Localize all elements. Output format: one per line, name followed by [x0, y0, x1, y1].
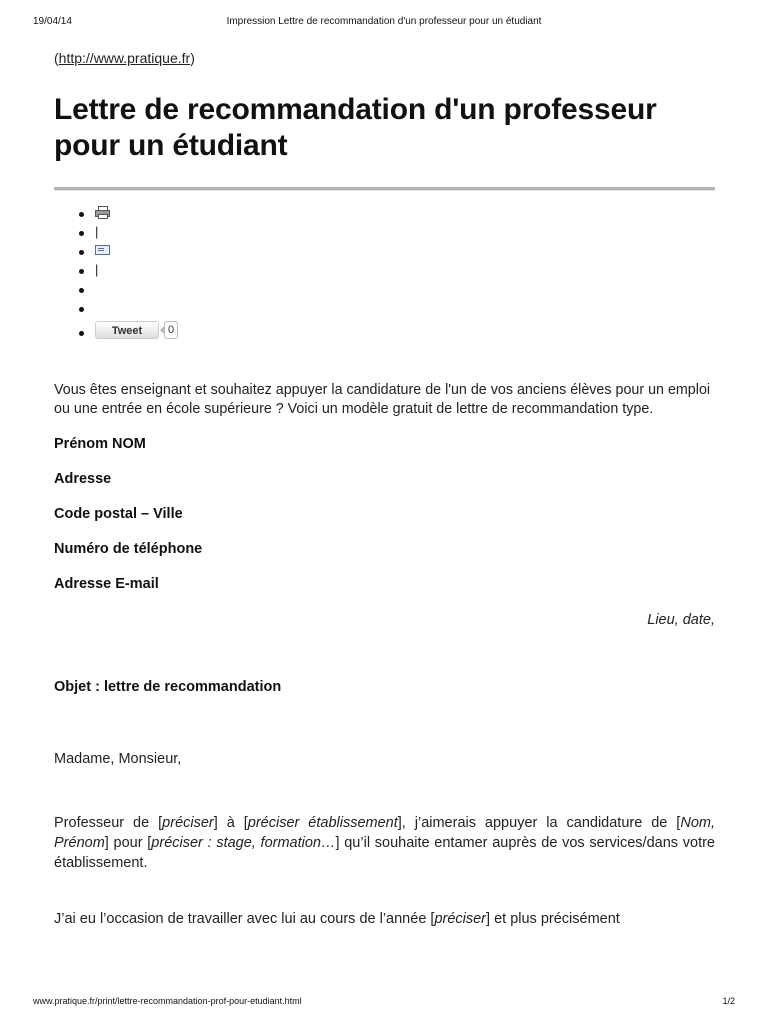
share-item-mail	[54, 241, 715, 260]
title-divider	[54, 187, 715, 191]
body-paragraph-1: Professeur de [préciser] à [préciser établissement], j’aimerais appuyer la candidature de [Nom, Prénom] pour [préciser : stage, formation…] qu’il souhaite entamer auprès de vos services/dans votre établissement.	[54, 815, 715, 871]
tweet-count: 0	[164, 321, 178, 339]
field-name: Prénom NOM	[54, 436, 146, 452]
print-page-title: Impression Lettre de recommandation d'un professeur pour un étudiant	[226, 16, 542, 27]
share-item-print	[54, 203, 715, 222]
separator-text: |	[95, 262, 99, 277]
mail-icon[interactable]	[95, 245, 110, 255]
field-postal-city: Code postal – Ville	[54, 506, 183, 522]
print-date: 19/04/14	[33, 16, 72, 27]
document-content	[54, 50, 715, 929]
print-header	[33, 16, 735, 30]
intro-paragraph: Vous êtes enseignant et souhaitez appuyer la candidature de l'un de vos anciens élèves pour un emploi ou une entrée en école supérieure ? Voici un modèle gratuit de lettre de recommandation type.	[54, 382, 711, 417]
tweet-button[interactable]: Tweet	[95, 321, 159, 339]
letter-subject: Objet : lettre de recommandation	[54, 679, 282, 695]
print-url: www.pratique.fr/print/lettre-recommandation-prof-pour-etudiant.html	[33, 996, 302, 1006]
print-footer	[33, 996, 735, 1010]
share-item-tweet	[54, 319, 715, 341]
source-line	[54, 50, 715, 66]
body-paragraph-2: J’ai eu l’occasion de travailler avec lui au cours de l’année [préciser] et plus précisément	[54, 911, 620, 927]
share-separator	[54, 222, 715, 241]
close-paren: )	[190, 50, 195, 66]
field-address: Adresse	[54, 471, 112, 487]
field-email: Adresse E-mail	[54, 576, 159, 592]
share-separator	[54, 260, 715, 279]
share-item-empty	[54, 279, 715, 298]
field-phone: Numéro de téléphone	[54, 541, 203, 557]
page-number: 1/2	[722, 996, 735, 1006]
share-item-empty	[54, 298, 715, 317]
salutation: Madame, Monsieur,	[54, 751, 182, 767]
place-date: Lieu, date,	[647, 612, 715, 628]
share-list	[54, 203, 715, 341]
page-title: Lettre de recommandation d'un professeur pour un étudiant	[54, 93, 657, 162]
printer-icon[interactable]	[95, 206, 109, 218]
source-link[interactable]: http://www.pratique.fr	[58, 50, 191, 66]
separator-text: |	[95, 224, 99, 239]
open-paren: (	[54, 50, 59, 66]
